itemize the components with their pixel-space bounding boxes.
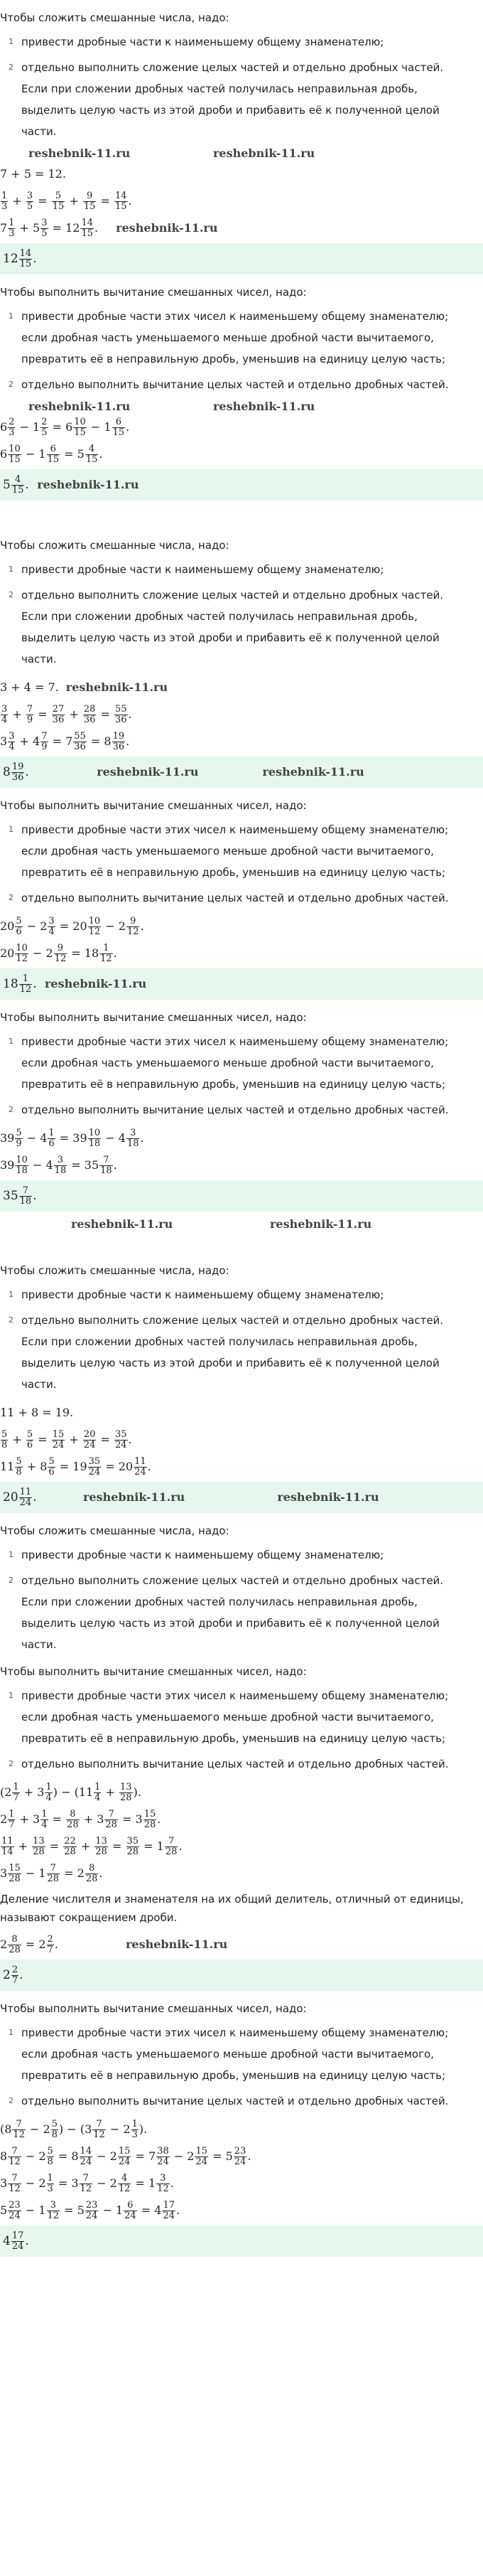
answer: 8 $\frac{19}{36}$ . reshebnik-11.ru reshebnik-11.ru: [0, 757, 483, 788]
answer: 2 $\frac{2}{7}$ .: [0, 1960, 483, 1991]
reduce-note: Деление числителя и знаменателя на их общий делитель, отличный от единицы, называют сокращением дроби.: [0, 1893, 464, 1924]
watermark: reshebnik-11.ru: [277, 1490, 379, 1504]
math-line: 6 $\frac{10}{15}$ − 1 $\frac{6}{15}$ = 5 $\frac{4}{15}$ .: [0, 444, 103, 465]
math-line: 39 $\frac{5}{9}$ − 4 $\frac{1}{6}$ = 39 $\frac{10}{18}$ − 4 $\frac{3}{18}$ .: [0, 1128, 144, 1149]
sub-step-1: 1 привести дробные части этих чисел к наименьшему общему знаменателю; если дробная часть уменьшаемого меньше дробной части вычитаемого, превратить её в неправильную дробь, уменьшив на единицу целую часть;: [9, 1689, 449, 1745]
math-line: 39 $\frac{10}{18}$ − 4 $\frac{3}{18}$ = 35 $\frac{7}{18}$ .: [0, 1155, 117, 1176]
math-line: 11 $\frac{5}{8}$ + 8 $\frac{5}{6}$ = 19 $\frac{35}{24}$ = 20 $\frac{11}{24}$ .: [0, 1456, 151, 1477]
watermark: reshebnik-11.ru: [270, 1217, 372, 1231]
answer: 20 $\frac{11}{24}$ . reshebnik-11.ru reshebnik-11.ru: [0, 1482, 483, 1513]
watermark: reshebnik-11.ru: [28, 146, 131, 160]
add-steps: [0, 1284, 483, 1395]
watermark: reshebnik-11.ru: [37, 478, 139, 491]
example-5: [0, 1005, 483, 1231]
sub-step-2: 2 отдельно выполнить вычитание целых частей и отдельно дробных частей.: [9, 1758, 449, 1770]
answer: 5 $\frac{4}{15}$ . reshebnik-11.ru: [0, 469, 483, 501]
sub-step-2: 2 отдельно выполнить вычитание целых частей и отдельно дробных частей.: [9, 1103, 449, 1116]
math-line: 2 $\frac{1}{7}$ + 3 $\frac{1}{4}$ = $\frac{8}{28}$ + 3 $\frac{7}{28}$ = 3 $\frac{15}{28}$ .: [0, 1809, 161, 1830]
math-line: 7 $\frac{1}{3}$ + 5 $\frac{3}{5}$ = 12 $\frac{14}{15}$ . reshebnik-11.ru: [0, 218, 218, 239]
sub-step-2: 2 отдельно выполнить вычитание целых частей и отдельно дробных частей.: [9, 378, 449, 391]
intro-sub: Чтобы выполнить вычитание смешанных чисел, надо:: [0, 799, 307, 812]
answer: 18 $\frac{1}{12}$ . reshebnik-11.ru: [0, 968, 483, 1000]
add-step-1: 1 привести дробные части к наименьшему общему знаменателю;: [9, 36, 384, 48]
watermark: reshebnik-11.ru: [28, 400, 131, 413]
intro-add: Чтобы сложить смешанные числа, надо:: [0, 539, 229, 552]
math-line: 3 $\frac{7}{12}$ − 2 $\frac{1}{3}$ = 3 $\frac{7}{12}$ − 2 $\frac{4}{12}$ = 1 $\frac{3}{12}$ .: [0, 2173, 174, 2194]
add-step-1: 1 привести дробные части к наименьшему общему знаменателю;: [9, 563, 384, 576]
example-2: [0, 280, 483, 501]
sub-step-1: 1 привести дробные части этих чисел к наименьшему общему знаменателю; если дробная часть уменьшаемого меньше дробной части вычитаемого, превратить её в неправильную дробь, уменьшив на единицу целую часть;: [9, 1035, 449, 1091]
example-4: [0, 793, 483, 1000]
watermark: reshebnik-11.ru: [116, 221, 218, 235]
math-line: 6 $\frac{2}{3}$ − 1 $\frac{2}{5}$ = 6 $\frac{10}{15}$ − 1 $\frac{6}{15}$ .: [0, 417, 130, 438]
intro-add: Чтобы сложить смешанные числа, надо:: [0, 11, 229, 24]
math-line: $\frac{11}{14}$ + $\frac{13}{28}$ = $\frac{22}{28}$ + $\frac{13}{28}$ = $\frac{35}{28}$ = 1 $\frac{7}{28}$ .: [1, 1836, 183, 1857]
watermark: reshebnik-11.ru: [83, 1490, 185, 1504]
math-line: 8 $\frac{7}{12}$ − 2 $\frac{5}{8}$ = 8 $\frac{14}{24}$ − 2 $\frac{15}{24}$ = 7 $\frac{38}{24}$ − 2 $\frac{15}{24}$ = 5 $\frac{23}{24}$ .: [0, 2146, 251, 2167]
watermark: reshebnik-11.ru: [213, 146, 315, 160]
sub-steps: [0, 1031, 483, 1121]
example-3: [0, 533, 483, 788]
math-line: 5 $\frac{23}{24}$ − 1 $\frac{3}{12}$ = 5 $\frac{23}{24}$ − 1 $\frac{6}{24}$ = 4 $\frac{17}{24}$ .: [0, 2200, 180, 2221]
sub-step-2: 2 отдельно выполнить вычитание целых частей и отдельно дробных частей.: [9, 2095, 449, 2107]
sub-step-1: 1 привести дробные части этих чисел к наименьшему общему знаменателю; если дробная часть уменьшаемого меньше дробной части вычитаемого, превратить её в неправильную дробь, уменьшив на единицу целую часть;: [9, 2026, 449, 2082]
watermark: reshebnik-11.ru: [262, 765, 364, 779]
add-steps: [0, 559, 483, 670]
sub-steps: [0, 819, 483, 909]
example-1: [0, 6, 483, 274]
watermark: reshebnik-11.ru: [213, 400, 315, 413]
add-step-2: 2 отдельно выполнить сложение целых частей и отдельно дробных частей. Если при сложении дробных частей получилась неправильная дробь, выделить целую часть из этой дроби и прибавить её к полученной целой части.: [9, 1314, 444, 1391]
answer: 12 $\frac{14}{15}$ .: [0, 243, 483, 274]
add-steps: [0, 1544, 483, 1655]
sub-steps: [0, 306, 483, 395]
add-step-2: 2 отдельно выполнить сложение целых частей и отдельно дробных частей. Если при сложении дробных частей получилась неправильная дробь, выделить целую часть из этой дроби и прибавить её к полученной целой части.: [9, 1574, 444, 1651]
watermark: reshebnik-11.ru: [65, 680, 168, 694]
example-6: [0, 1258, 483, 1513]
math-line: (2 $\frac{1}{7}$ + 3 $\frac{1}{4}$ ) − (11 $\frac{1}{4}$ + $\frac{13}{28}$ ).: [0, 1782, 141, 1803]
intro-add: Чтобы сложить смешанные числа, надо:: [0, 1524, 229, 1537]
intro-sub: Чтобы выполнить вычитание смешанных чисел, надо:: [0, 1011, 307, 1024]
sub-step-1: 1 привести дробные части этих чисел к наименьшему общему знаменателю; если дробная часть уменьшаемого меньше дробной части вычитаемого, превратить её в неправильную дробь, уменьшив на единицу целую часть;: [9, 823, 449, 879]
sub-steps: [0, 1685, 483, 1775]
math-line: (8 $\frac{7}{12}$ − 2 $\frac{5}{8}$ ) − (3 $\frac{7}{12}$ − 2 $\frac{1}{3}$ ).: [0, 2119, 148, 2140]
math-line: 20 $\frac{5}{6}$ − 2 $\frac{3}{4}$ = 20 $\frac{10}{12}$ − 2 $\frac{9}{12}$ .: [0, 916, 144, 937]
watermark: reshebnik-11.ru: [45, 977, 147, 990]
intro-add: Чтобы сложить смешанные числа, надо:: [0, 1264, 229, 1277]
sub-step-1: 1 привести дробные части этих чисел к наименьшему общему знаменателю; если дробная часть уменьшаемого меньше дробной части вычитаемого, превратить её в неправильную дробь, уменьшив на единицу целую часть;: [9, 310, 449, 365]
watermark: reshebnik-11.ru: [71, 1217, 173, 1231]
sub-steps: [0, 2022, 483, 2112]
watermark: reshebnik-11.ru: [97, 765, 199, 779]
add-step-1: 1 привести дробные части к наименьшему общему знаменателю;: [9, 1549, 384, 1561]
example-8: [0, 1997, 483, 2257]
add-steps: [0, 31, 483, 142]
add-step-2: 2 отдельно выполнить сложение целых частей и отдельно дробных частей. Если при сложении дробных частей получилась неправильная дробь, выделить целую часть из этой дроби и прибавить её к полученной целой части.: [9, 61, 444, 138]
math-line: 3 + 4 = 7. reshebnik-11.ru: [0, 680, 168, 694]
sub-step-2: 2 отдельно выполнить вычитание целых частей и отдельно дробных частей.: [9, 892, 449, 904]
math-line: 20 $\frac{10}{12}$ − 2 $\frac{9}{12}$ = 18 $\frac{1}{12}$ .: [0, 943, 117, 964]
example-7: [0, 1519, 483, 1991]
add-step-1: 1 привести дробные части к наименьшему общему знаменателю;: [9, 1288, 384, 1301]
math-line: $\frac{5}{8}$ + $\frac{5}{6}$ = $\frac{15}{24}$ + $\frac{20}{24}$ = $\frac{35}{24}$ .: [1, 1429, 132, 1450]
intro-sub: Чтобы выполнить вычитание смешанных чисел, надо:: [0, 1665, 307, 1678]
math-line: 7 + 5 = 12.: [0, 167, 66, 181]
math-line: 2 $\frac{8}{28}$ = 2 $\frac{2}{7}$ . reshebnik-11.ru: [0, 1934, 228, 1955]
intro-sub: Чтобы выполнить вычитание смешанных чисел, надо:: [0, 2002, 307, 2015]
answer: 4 $\frac{17}{24}$ .: [0, 2225, 483, 2257]
math-line: $\frac{3}{4}$ + $\frac{7}{9}$ = $\frac{27}{36}$ + $\frac{28}{36}$ = $\frac{55}{36}$ .: [1, 704, 132, 725]
math-line: $\frac{1}{3}$ + $\frac{3}{5}$ = $\frac{5}{15}$ + $\frac{9}{15}$ = $\frac{14}{15}$ .: [1, 191, 132, 212]
intro-sub: Чтобы выполнить вычитание смешанных чисел, надо:: [0, 286, 307, 299]
watermark: reshebnik-11.ru: [125, 1938, 228, 1951]
math-line: 11 + 8 = 19.: [0, 1406, 74, 1419]
add-step-2: 2 отдельно выполнить сложение целых частей и отдельно дробных частей. Если при сложении дробных частей получилась неправильная дробь, выделить целую часть из этой дроби и прибавить её к полученной целой части.: [9, 589, 444, 666]
math-line: 3 $\frac{15}{28}$ − 1 $\frac{7}{28}$ = 2 $\frac{8}{28}$ .: [0, 1863, 103, 1884]
math-line: 3 $\frac{3}{4}$ + 4 $\frac{7}{9}$ = 7 $\frac{55}{36}$ = 8 $\frac{19}{36}$ .: [0, 731, 130, 752]
answer: 35 $\frac{7}{18}$ .: [0, 1180, 483, 1212]
